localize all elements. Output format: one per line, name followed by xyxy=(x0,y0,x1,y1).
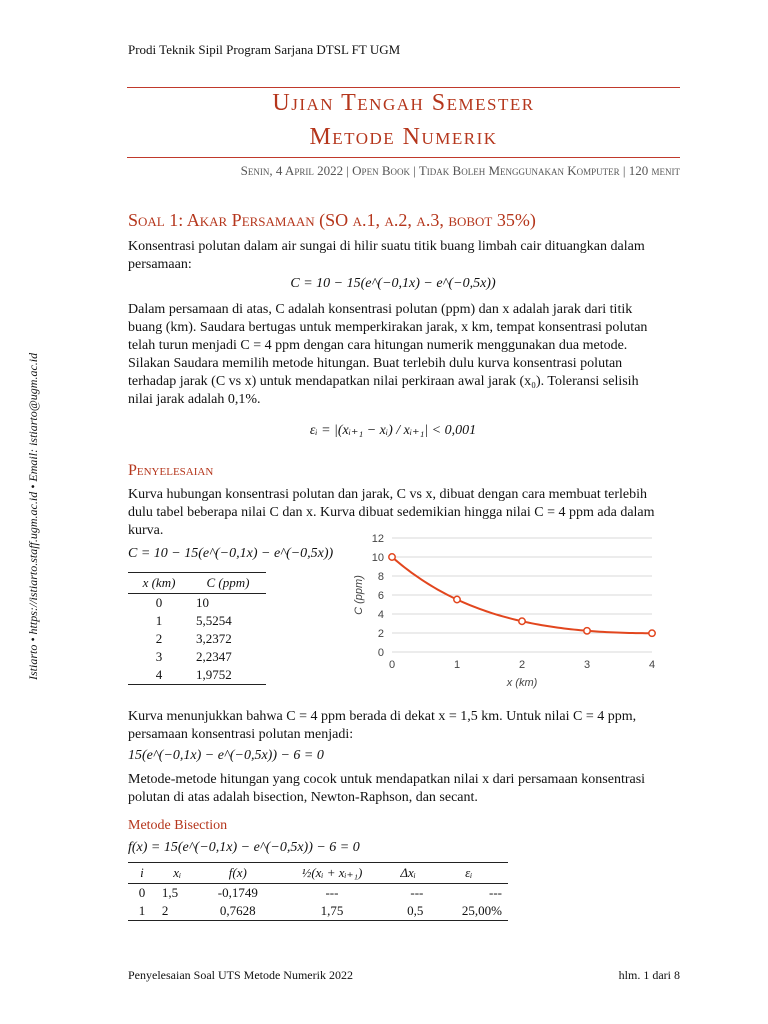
cell: -0,1749 xyxy=(217,885,258,900)
cell-c: 2,2347 xyxy=(196,649,232,664)
y-tick-label: 4 xyxy=(377,609,384,621)
after-chart-text: Kurva menunjukkan bahwa C = 4 ppm berada di dekat x = 1,5 km. Untuk nilai C = 4 ppm, persamaan konsentrasi polutan menjadi: xyxy=(128,709,637,742)
data-point xyxy=(519,618,525,624)
data-point xyxy=(649,630,655,636)
footer-left: Penyelesaian Soal UTS Metode Numerik 2022 xyxy=(128,968,353,982)
header-text: Prodi Teknik Sipil Program Sarjana DTSL FT UGM xyxy=(128,42,401,57)
methods-text: Metode-metode hitungan yang cocok untuk mendapatkan nilai x dari persamaan konsentrasi polutan di atas adalah bisection, Newton-Raphson, dan secant. xyxy=(128,772,646,805)
exam-info: Senin, 4 April 2022 | Open Book | Tidak Boleh Menggunakan Komputer | 120 menit xyxy=(240,163,680,178)
table-row xyxy=(128,594,266,613)
cell-x: 1 xyxy=(155,613,163,628)
side-contact: Istiarto • https://istiarto.staff.ugm.ac.id • Email: istiarto@ugm.ac.id xyxy=(26,352,40,680)
penyelesaian-heading: Penyelesaian xyxy=(128,462,214,479)
table-row xyxy=(128,630,266,648)
cell: 2 xyxy=(161,903,169,918)
cell: --- xyxy=(489,885,502,900)
reduced-equation: 15(e^(−0,1x) − e^(−0,5x)) − 6 = 0 xyxy=(128,748,324,763)
cell: 1,5 xyxy=(161,885,179,900)
cell: --- xyxy=(325,885,339,900)
table-row xyxy=(128,902,508,921)
penyelesaian-text: Kurva hubungan konsentrasi polutan dan jarak, C vs x, dibuat dengan cara membuat terlebih dulu tabel beberapa nilai C dan x. Kurva dibuat sedemikian hingga nilai C = 4 ppm ada dalam kurva. xyxy=(128,487,655,538)
cell: 25,00% xyxy=(461,903,502,918)
col-header-eps: εᵢ xyxy=(429,863,508,884)
col-header-dx: Δxᵢ xyxy=(387,863,430,884)
top-rule xyxy=(127,87,680,88)
y-axis-label: C (ppm) xyxy=(353,575,365,615)
cell: 0 xyxy=(138,885,146,900)
soal1-heading: Soal 1: Akar Persamaan (SO a.1, a.2, a.3, bobot 35%) xyxy=(128,210,536,230)
col-header-fx: f(x) xyxy=(199,863,278,884)
soal1-body: Dalam persamaan di atas, C adalah konsentrasi polutan (ppm) dan x adalah jarak dari titik buang (km). Saudara bertugas untuk memperkirakan jarak, x km, tempat konsentrasi polutan telah turun menjadi C = 4 ppm dengan cara hitungan numerik menggunakan dua metode. Silakan Saudara memilih metode hitungan. Buat terlebih dulu kurva konsentrasi polutan terhadap jarak (C vs x) untuk mendapatkan nilai perkiraan awal jarak (x₀). Toleransi selisih nilai jarak adalah 0,1%. xyxy=(128,302,648,407)
data-point xyxy=(454,596,460,602)
cx-table xyxy=(128,572,266,685)
cell: 1,75 xyxy=(320,903,344,918)
footer-right: hlm. 1 dari 8 xyxy=(618,968,680,982)
table-row xyxy=(128,666,266,685)
col-header-mid: ½(xᵢ + xᵢ₊₁) xyxy=(277,863,387,884)
cell-x: 2 xyxy=(155,631,163,646)
x-tick-label: 0 xyxy=(388,659,396,671)
cell-x: 3 xyxy=(155,649,163,664)
y-tick-label: 2 xyxy=(377,628,384,640)
x-axis-label: x (km) xyxy=(506,677,538,689)
x-tick-label: 1 xyxy=(453,659,461,671)
cell: --- xyxy=(410,885,424,900)
cell-c: 10 xyxy=(196,595,209,610)
bottom-rule xyxy=(127,157,680,158)
x-tick-label: 4 xyxy=(648,659,656,671)
cell-c: 3,2372 xyxy=(196,631,232,646)
col-header-c: C (ppm) xyxy=(190,573,266,594)
table-row xyxy=(128,612,266,630)
soal1-intro: Konsentrasi polutan dalam air sungai di hilir suatu titik buang limbah cair dituangkan dalam persamaan: xyxy=(128,239,645,272)
bisection-heading: Metode Bisection xyxy=(128,818,228,833)
title-line1: Ujian Tengah Semester xyxy=(272,90,535,116)
y-tick-label: 0 xyxy=(377,647,384,659)
concentration-chart xyxy=(340,530,670,690)
cell-c: 1,9752 xyxy=(196,667,232,682)
y-tick-label: 6 xyxy=(377,590,384,602)
cell-x: 0 xyxy=(155,595,163,610)
cell: 1 xyxy=(138,903,146,918)
title-line2: Metode Numerik xyxy=(309,124,498,150)
col-header-xi: xᵢ xyxy=(156,863,199,884)
table-row xyxy=(128,648,266,666)
y-tick-label: 8 xyxy=(377,571,384,583)
tolerance-equation: εᵢ = |(xᵢ₊₁ − xᵢ) / xᵢ₊₁| < 0,001 xyxy=(309,423,477,438)
cell: 0,7628 xyxy=(219,903,256,918)
y-tick-label: 12 xyxy=(371,533,384,545)
x-tick-label: 3 xyxy=(583,659,591,671)
cell: 0,5 xyxy=(407,903,424,918)
data-point xyxy=(584,628,590,634)
table-equation: C = 10 − 15(e^(−0,1x) − e^(−0,5x)) xyxy=(128,546,334,561)
table-row xyxy=(128,884,508,903)
col-header-i: i xyxy=(128,863,156,884)
soal1-equation: C = 10 − 15(e^(−0,1x) − e^(−0,5x)) xyxy=(290,276,496,291)
x-tick-label: 2 xyxy=(518,659,526,671)
cell-c: 5,5254 xyxy=(196,613,232,628)
y-tick-label: 10 xyxy=(371,552,384,564)
bisection-table xyxy=(128,862,508,921)
cell-x: 4 xyxy=(155,667,163,682)
data-point xyxy=(389,554,395,560)
col-header-x: x (km) xyxy=(128,573,190,594)
bisection-equation: f(x) = 15(e^(−0,1x) − e^(−0,5x)) − 6 = 0 xyxy=(128,840,360,855)
